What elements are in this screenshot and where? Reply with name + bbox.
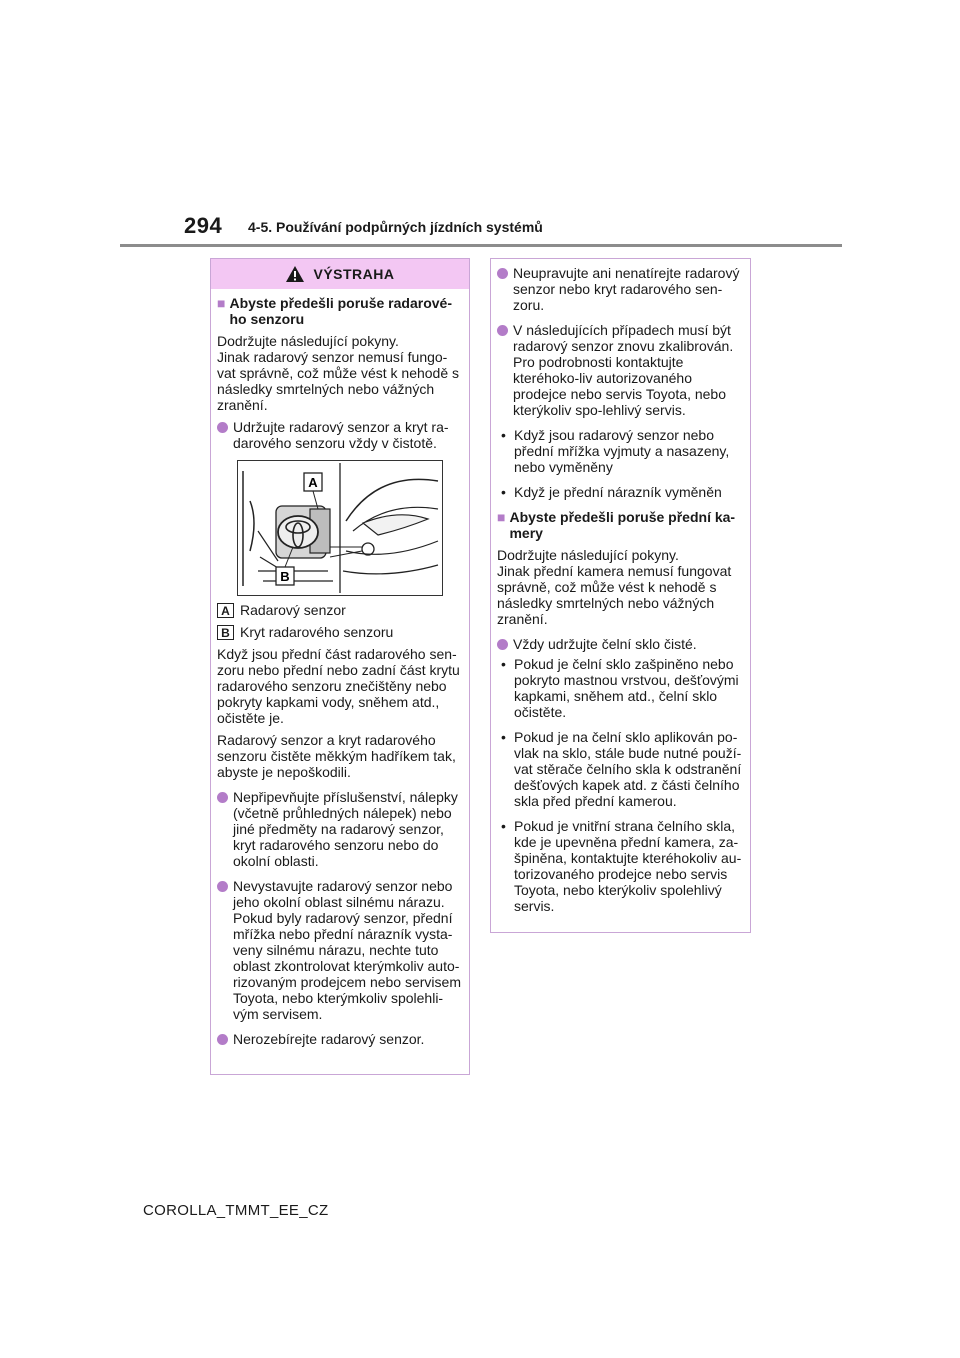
sub-list-item: • Pokud je čelní sklo zašpiněno nebo pokryto mastnou vrstvou, dešťovými kapkami, sněhem atd., čelní sklo očistěte.: [501, 656, 739, 720]
warning-triangle-icon: [285, 265, 305, 283]
circle-bullet-icon: [217, 422, 228, 433]
list-item: Nerozebírejte radarový senzor.: [217, 1031, 463, 1047]
legend-key-a: A: [217, 603, 234, 618]
radar-sensor-drawing: [238, 461, 442, 595]
warning-header: [211, 259, 469, 289]
circle-bullet-icon: [217, 881, 228, 892]
dot-bullet-icon: •: [501, 818, 506, 834]
sub-list-item: • Pokud je na čelní sklo aplikován po-vlak na sklo, stále bude nutné použí-vat stěrače čelního skla k odstranění dešťových kapek atd. z části čelního skla před přední kamerou.: [501, 729, 742, 809]
intro-text: Dodržujte následující pokyny. Jinak radarový senzor nemusí fungo-vat správně, což může vést k nehodě s následky smrtelných nebo vážných zranění.: [217, 333, 460, 413]
legend-item-b: [217, 624, 463, 640]
cleaning-paragraph: Když jsou přední část radarového sen-zoru nebo přední nebo zadní část krytu radarového senzoru znečištěny nebo pokryty kapkami vody, sněhem atd., očistěte je.: [217, 646, 460, 726]
cleaning-method-paragraph: Radarový senzor a kryt radarového senzoru čistěte měkkým hadříkem tak, abyste je nepoškodili.: [217, 732, 456, 780]
square-bullet-icon: ■: [217, 295, 226, 311]
circle-bullet-icon: [217, 792, 228, 803]
page-number: 294: [184, 213, 223, 238]
dot-bullet-icon: •: [501, 484, 506, 500]
dot-bullet-icon: •: [501, 656, 506, 672]
radar-sensor-illustration: [237, 460, 443, 596]
legend-text-a: Radarový senzor: [240, 602, 346, 618]
sub-list-item: • Pokud je vnitřní strana čelního skla, kde je upevněna přední kamera, za-špiněna, kontaktujte kteréhokoliv au-torizovaného prodejce nebo servis Toyota, nebo kterýkoliv spolehlivý servis.: [501, 818, 742, 914]
list-item: Nevystavujte radarový senzor nebo jeho okolní oblast silnému nárazu. Pokud byly radarový senzor, přední mřížka nebo přední nárazník vysta-veny silnému nárazu, nechte tuto oblast zkontrolovat kterýmkoliv auto-rizovaným prodejcem nebo servisem Toyota, nebo kterýmkoliv spolehli-vým servisem.: [217, 878, 463, 1022]
list-item: Udržujte radarový senzor a kryt ra-darového senzoru vždy v čistotě.: [217, 419, 463, 451]
section-title: 4-5. Používání podpůrných jízdních systémů: [248, 219, 543, 235]
circle-bullet-icon: [497, 639, 508, 650]
dot-bullet-icon: •: [501, 427, 506, 443]
figure-label-a: A: [308, 475, 318, 490]
circle-bullet-icon: [497, 268, 508, 279]
dot-bullet-icon: •: [501, 729, 506, 745]
legend-text-b: Kryt radarového senzoru: [240, 624, 394, 640]
sub-list-item: • Když je přední nárazník vyměněn: [501, 484, 722, 500]
list-item: Vždy udržujte čelní sklo čisté.: [497, 636, 744, 652]
list-item: V následujících případech musí být radarový senzor znovu zkalibrován. Pro podrobnosti kontaktujte kteréhoko-liv autorizovaného prodejce nebo servis Toyota, nebo kterýkoliv spo-lehlivý servis.: [497, 322, 744, 418]
legend-item-a: [217, 602, 463, 618]
square-bullet-icon: ■: [497, 509, 506, 525]
document-code: COROLLA_TMMT_EE_CZ: [143, 1202, 329, 1219]
header-rule: [120, 244, 842, 247]
section-heading-camera: ■ Abyste předešli poruše přední ka-mery: [497, 509, 736, 541]
warning-box-left: [210, 258, 470, 1075]
warning-box-right: [490, 258, 751, 933]
heading-text: Abyste předešli poruše radarové-ho senzoru: [229, 295, 452, 327]
section-heading-radar: [217, 295, 463, 327]
list-item: Nepřipevňujte příslušenství, nálepky (včetně průhledných nálepek) nebo jiné předměty na radarový senzor, kryt radarového senzoru nebo do okolní oblasti.: [217, 789, 463, 869]
sub-list-item: • Když jsou radarový senzor nebo přední mřížka vyjmuty a nasazeny, nebo vyměněny: [501, 427, 730, 475]
legend-key-b: B: [217, 625, 234, 640]
figure-label-b: B: [280, 569, 290, 584]
intro-text-camera: Dodržujte následující pokyny. Jinak přední kamera nemusí fungovat správně, což může vést k nehodě s následky smrtelných nebo vážných zranění.: [497, 547, 732, 627]
list-item: Neupravujte ani nenatírejte radarový senzor nebo kryt radarového sen-zoru.: [497, 265, 744, 313]
circle-bullet-icon: [217, 1034, 228, 1045]
warning-title: VÝSTRAHA: [313, 266, 395, 282]
circle-bullet-icon: [497, 325, 508, 336]
